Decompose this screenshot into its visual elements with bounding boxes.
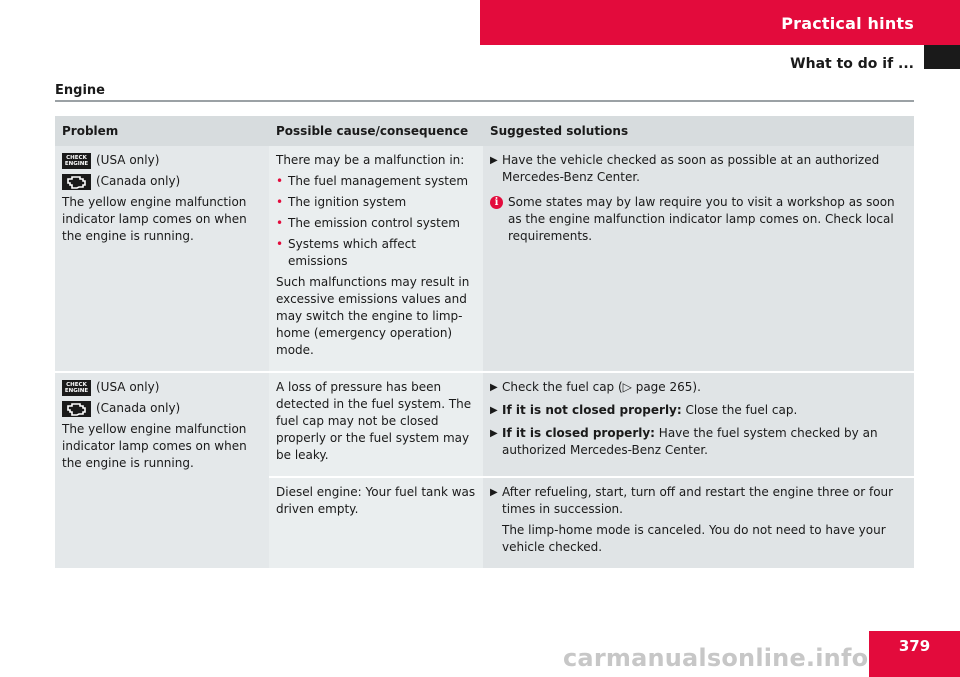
- subsection-title-header: What to do if ...: [790, 56, 914, 72]
- engine-outline-lamp-icon: [62, 174, 91, 190]
- canada-label: (Canada only): [96, 401, 181, 415]
- problem-description: The yellow engine malfunction indicator lamp comes on when the engine is running.: [62, 195, 247, 243]
- list-item: [276, 194, 476, 211]
- table-header-row: [55, 116, 914, 146]
- bullet-text: Systems which affect emissions: [288, 237, 416, 268]
- action-arrow-icon: ▶: [490, 382, 498, 393]
- problem-cell: [55, 371, 269, 568]
- action-arrow-icon: ▶: [490, 405, 498, 416]
- page-title: Engine: [55, 83, 105, 98]
- table-row: [55, 371, 914, 476]
- list-item: [276, 173, 476, 190]
- solution-condition: If it is closed properly:: [502, 426, 655, 440]
- solution-text: Have the vehicle checked as soon as possible at an authorized Mercedes-Benz Center.: [502, 153, 880, 184]
- solution-condition: If it is not closed properly:: [502, 403, 682, 417]
- column-header-problem: Problem: [55, 116, 269, 146]
- solution-text: After refueling, start, turn off and restart the engine three or four times in succession.: [502, 485, 894, 516]
- solution-text: [502, 402, 797, 419]
- title-divider: [55, 100, 914, 102]
- cause-text: A loss of pressure has been detected in the fuel system. The fuel cap may not be closed properly or the fuel system may be leaky.: [276, 380, 472, 462]
- bullet-icon: •: [276, 195, 284, 209]
- bullet-icon: •: [276, 174, 284, 188]
- cause-text: Diesel engine: Your fuel tank was driven empty.: [276, 485, 476, 516]
- list-item: [490, 152, 907, 186]
- problem-description: The yellow engine malfunction indicator lamp comes on when the engine is running.: [62, 422, 247, 470]
- usa-label: (USA only): [96, 153, 160, 167]
- header-tab-marker: [924, 45, 960, 69]
- list-item: [490, 425, 907, 459]
- watermark: carmanualsonline.info: [563, 644, 869, 672]
- engine-outline-lamp-icon: [62, 401, 91, 417]
- solution-text: Check the fuel cap (▷ page 265).: [502, 380, 701, 394]
- solution-cell: [483, 476, 914, 568]
- lamp-usa-line: [62, 152, 262, 169]
- bullet-icon: •: [276, 216, 284, 230]
- column-header-cause: Possible cause/consequence: [269, 116, 483, 146]
- page-number: 379: [869, 631, 960, 677]
- table-row: [55, 146, 914, 371]
- problem-cell: [55, 146, 269, 371]
- info-text: Some states may by law require you to visit a workshop as soon as the engine malfunction indicator lamp comes on. Check local requirements.: [508, 195, 895, 243]
- column-header-solutions: Suggested solutions: [483, 116, 914, 146]
- cause-outro: Such malfunctions may result in excessive emissions values and may switch the engine to limp-home (emergency operation) mode.: [276, 275, 470, 357]
- usa-label: (USA only): [96, 380, 160, 394]
- list-item: [490, 484, 907, 518]
- action-arrow-icon: ▶: [490, 487, 498, 498]
- solution-text: [502, 425, 907, 459]
- bullet-text: The emission control system: [288, 216, 460, 230]
- list-item: [490, 402, 907, 419]
- bullet-text: The ignition system: [288, 195, 407, 209]
- cause-cell: [269, 476, 483, 568]
- lamp-usa-line: [62, 379, 262, 396]
- list-item: [276, 236, 476, 270]
- cause-cell: [269, 146, 483, 371]
- info-icon: i: [490, 196, 503, 209]
- info-note: [490, 194, 907, 245]
- canada-label: (Canada only): [96, 174, 181, 188]
- lamp-canada-line: [62, 173, 262, 190]
- solution-cell: [483, 146, 914, 371]
- cause-intro: There may be a malfunction in:: [276, 153, 465, 167]
- list-item: [276, 215, 476, 232]
- check-engine-lamp-icon: CHECK ENGINE: [62, 380, 91, 396]
- action-arrow-icon: ▶: [490, 155, 498, 166]
- solution-note: The limp-home mode is canceled. You do not need to have your vehicle checked.: [502, 523, 886, 554]
- list-item: [490, 379, 907, 396]
- solution-action: Close the fuel cap.: [681, 403, 798, 417]
- solution-cell: [483, 371, 914, 476]
- cause-cell: [269, 371, 483, 476]
- section-title-header: Practical hints: [781, 14, 914, 33]
- action-arrow-icon: ▶: [490, 428, 498, 439]
- engine-table: [55, 116, 914, 568]
- lamp-canada-line: [62, 400, 262, 417]
- check-engine-lamp-icon: CHECK ENGINE: [62, 153, 91, 169]
- bullet-icon: •: [276, 237, 284, 251]
- bullet-text: The fuel management system: [288, 174, 469, 188]
- solution-action: Have the fuel system checked by an authorized Mercedes-Benz Center.: [502, 426, 878, 457]
